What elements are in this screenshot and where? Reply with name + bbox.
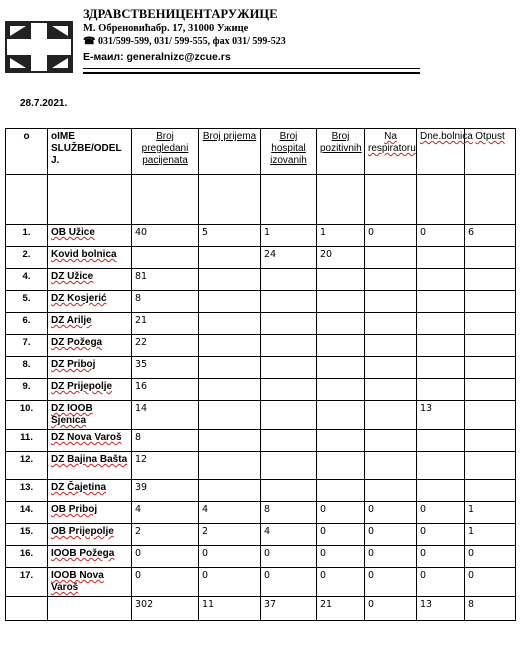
value-cell: 0 — [365, 225, 417, 247]
unit-name: Kovid bolnica — [48, 247, 132, 269]
table-row — [6, 430, 516, 452]
unit-name: DZ Kosjerić — [48, 291, 132, 313]
value-cell: 0 — [317, 546, 365, 568]
value-cell: 0 — [132, 546, 199, 568]
value-cell: 21 — [132, 313, 199, 335]
unit-name: DZ Priboj — [48, 357, 132, 379]
value-cell: 14 — [132, 401, 199, 430]
value-cell: 4 — [132, 502, 199, 524]
table-row — [6, 291, 516, 313]
value-cell — [365, 430, 417, 452]
value-cell — [261, 452, 317, 480]
value-cell: 0 — [365, 568, 417, 597]
row-number: 12. — [6, 452, 48, 480]
value-cell — [317, 291, 365, 313]
value-cell — [417, 430, 465, 452]
value-cell: 0 — [417, 524, 465, 546]
row-number: 11. — [6, 430, 48, 452]
value-cell — [417, 313, 465, 335]
value-cell — [465, 452, 516, 480]
header-rule-thin — [83, 68, 420, 69]
table-row — [6, 313, 516, 335]
value-cell: 0 — [417, 546, 465, 568]
value-cell: 81 — [132, 269, 199, 291]
row-number: 17. — [6, 568, 48, 597]
value-cell — [465, 335, 516, 357]
table-row — [6, 401, 516, 430]
value-cell — [317, 401, 365, 430]
value-cell — [261, 480, 317, 502]
value-cell — [465, 269, 516, 291]
row-number: 6. — [6, 313, 48, 335]
value-cell — [199, 291, 261, 313]
value-cell — [417, 247, 465, 269]
row-number: 5. — [6, 291, 48, 313]
value-cell — [417, 291, 465, 313]
value-cell: 0 — [261, 546, 317, 568]
value-cell: 0 — [261, 568, 317, 597]
value-cell — [465, 291, 516, 313]
table-row — [6, 546, 516, 568]
value-cell: 1 — [465, 524, 516, 546]
value-cell — [417, 335, 465, 357]
value-cell — [317, 335, 365, 357]
institution-phone: ☎ 031/599-599, 031/ 599-555, фах 031/ 599-523 — [83, 36, 286, 47]
row-number: 2. — [6, 247, 48, 269]
table-row — [6, 247, 516, 269]
table-row — [6, 335, 516, 357]
value-cell: 39 — [132, 480, 199, 502]
unit-name: IOOB Požega — [48, 546, 132, 568]
unit-name: DZ Bajina Bašta — [48, 452, 132, 480]
col-header-admissions: Broj prijema — [199, 129, 261, 175]
totals-empty-cell — [6, 597, 48, 621]
col-header-number: o — [6, 129, 48, 175]
value-cell — [199, 480, 261, 502]
value-cell — [199, 401, 261, 430]
value-cell: 1 — [261, 225, 317, 247]
value-cell — [465, 313, 516, 335]
value-cell: 0 — [417, 502, 465, 524]
table-row — [6, 379, 516, 401]
report-table — [5, 128, 516, 621]
table-row — [6, 357, 516, 379]
col-header-discharge: Otpust — [465, 129, 516, 175]
value-cell: 6 — [465, 225, 516, 247]
table-row — [6, 502, 516, 524]
report-date: 28.7.2021. — [20, 98, 68, 109]
value-cell — [365, 313, 417, 335]
value-cell: 0 — [199, 568, 261, 597]
value-cell: 13 — [417, 401, 465, 430]
value-cell: 35 — [132, 357, 199, 379]
value-cell: 0 — [199, 546, 261, 568]
row-number: 15. — [6, 524, 48, 546]
value-cell — [317, 480, 365, 502]
value-cell — [317, 452, 365, 480]
value-cell: 0 — [417, 225, 465, 247]
table-row — [6, 524, 516, 546]
value-cell: 0 — [365, 546, 417, 568]
value-cell: 4 — [199, 502, 261, 524]
value-cell — [261, 379, 317, 401]
value-cell — [417, 452, 465, 480]
value-cell — [465, 247, 516, 269]
value-cell — [465, 379, 516, 401]
table-header-row — [6, 129, 516, 175]
value-cell — [261, 430, 317, 452]
total-cell: 21 — [317, 597, 365, 621]
value-cell: 16 — [132, 379, 199, 401]
unit-name: DZ Užice — [48, 269, 132, 291]
value-cell: 20 — [317, 247, 365, 269]
unit-name: OB Prijepolje — [48, 524, 132, 546]
unit-name: OB Užice — [48, 225, 132, 247]
letterhead — [83, 7, 286, 65]
value-cell — [365, 335, 417, 357]
value-cell — [417, 357, 465, 379]
value-cell: 0 — [317, 568, 365, 597]
value-cell — [317, 430, 365, 452]
value-cell: 0 — [417, 568, 465, 597]
unit-name: DZ Nova Varoš — [48, 430, 132, 452]
unit-name: DZ Požega — [48, 335, 132, 357]
value-cell — [365, 269, 417, 291]
value-cell — [261, 313, 317, 335]
table-row — [6, 269, 516, 291]
table-row — [6, 452, 516, 480]
value-cell — [317, 379, 365, 401]
value-cell — [199, 452, 261, 480]
value-cell: 0 — [465, 546, 516, 568]
value-cell: 40 — [132, 225, 199, 247]
totals-row — [6, 597, 516, 621]
value-cell: 2 — [199, 524, 261, 546]
value-cell — [465, 480, 516, 502]
row-number: 9. — [6, 379, 48, 401]
table-row — [6, 225, 516, 247]
value-cell — [317, 313, 365, 335]
value-cell — [365, 452, 417, 480]
col-header-positive: Broj pozitivnih — [317, 129, 365, 175]
row-number: 10. — [6, 401, 48, 430]
value-cell — [365, 247, 417, 269]
row-number: 1. — [6, 225, 48, 247]
value-cell — [317, 269, 365, 291]
value-cell: 1 — [317, 225, 365, 247]
value-cell — [465, 357, 516, 379]
row-number: 7. — [6, 335, 48, 357]
value-cell — [261, 269, 317, 291]
value-cell: 5 — [199, 225, 261, 247]
col-header-day-hospital: Dne.bolnica — [417, 129, 465, 175]
value-cell — [199, 379, 261, 401]
value-cell — [417, 269, 465, 291]
unit-name: DZ Prijepolje — [48, 379, 132, 401]
value-cell — [261, 291, 317, 313]
total-cell: 37 — [261, 597, 317, 621]
row-number: 13. — [6, 480, 48, 502]
value-cell — [199, 430, 261, 452]
total-cell: 302 — [132, 597, 199, 621]
row-number: 16. — [6, 546, 48, 568]
row-number: 14. — [6, 502, 48, 524]
unit-name: OB Priboj — [48, 502, 132, 524]
value-cell: 22 — [132, 335, 199, 357]
total-cell: 11 — [199, 597, 261, 621]
total-cell: 0 — [365, 597, 417, 621]
institution-address: М. Обреновићабр. 17, 31000 Ужице — [83, 23, 249, 34]
value-cell: 1 — [465, 502, 516, 524]
value-cell — [365, 480, 417, 502]
value-cell — [365, 357, 417, 379]
value-cell — [261, 357, 317, 379]
col-header-hospitalized: Broj hospital izovanih — [261, 129, 317, 175]
value-cell — [261, 335, 317, 357]
value-cell: 0 — [365, 502, 417, 524]
value-cell: 0 — [132, 568, 199, 597]
col-header-examined: Broj pregledani pacijenata — [132, 129, 199, 175]
value-cell: 0 — [365, 524, 417, 546]
row-number: 4. — [6, 269, 48, 291]
unit-name: DZ Arilje — [48, 313, 132, 335]
value-cell — [317, 357, 365, 379]
value-cell — [465, 401, 516, 430]
institution-name: ЗДРАВСТВЕНИЦЕНТАРУЖИЦЕ — [83, 7, 278, 21]
value-cell: 12 — [132, 452, 199, 480]
value-cell: 24 — [261, 247, 317, 269]
totals-empty-cell — [48, 597, 132, 621]
unit-name: DZ IOOB Sjenica — [48, 401, 132, 430]
value-cell — [365, 379, 417, 401]
value-cell: 2 — [132, 524, 199, 546]
value-cell — [199, 269, 261, 291]
table-row — [6, 568, 516, 597]
value-cell: 8 — [132, 430, 199, 452]
value-cell — [199, 335, 261, 357]
unit-name: IOOB Nova Varoš — [48, 568, 132, 597]
header-rule-thick — [83, 72, 420, 74]
institution-email: Е-маил: generalnizc@zcue.rs — [83, 51, 231, 63]
value-cell — [465, 430, 516, 452]
value-cell — [199, 313, 261, 335]
total-cell: 13 — [417, 597, 465, 621]
value-cell: 0 — [465, 568, 516, 597]
table-row — [6, 480, 516, 502]
value-cell — [365, 291, 417, 313]
value-cell — [199, 357, 261, 379]
unit-name: DZ Čajetina — [48, 480, 132, 502]
value-cell: 0 — [317, 524, 365, 546]
value-cell — [417, 480, 465, 502]
value-cell: 8 — [132, 291, 199, 313]
col-header-name: oIME SLUŽBE/ODEL J. — [48, 129, 132, 175]
value-cell — [199, 247, 261, 269]
value-cell — [261, 401, 317, 430]
value-cell — [365, 401, 417, 430]
value-cell — [132, 247, 199, 269]
health-center-logo — [2, 18, 76, 76]
total-cell: 8 — [465, 597, 516, 621]
value-cell — [417, 379, 465, 401]
value-cell: 8 — [261, 502, 317, 524]
col-header-respirator: Na respiratoru — [365, 129, 417, 175]
value-cell: 0 — [317, 502, 365, 524]
value-cell: 4 — [261, 524, 317, 546]
row-number: 8. — [6, 357, 48, 379]
table-blank-row — [6, 175, 516, 225]
